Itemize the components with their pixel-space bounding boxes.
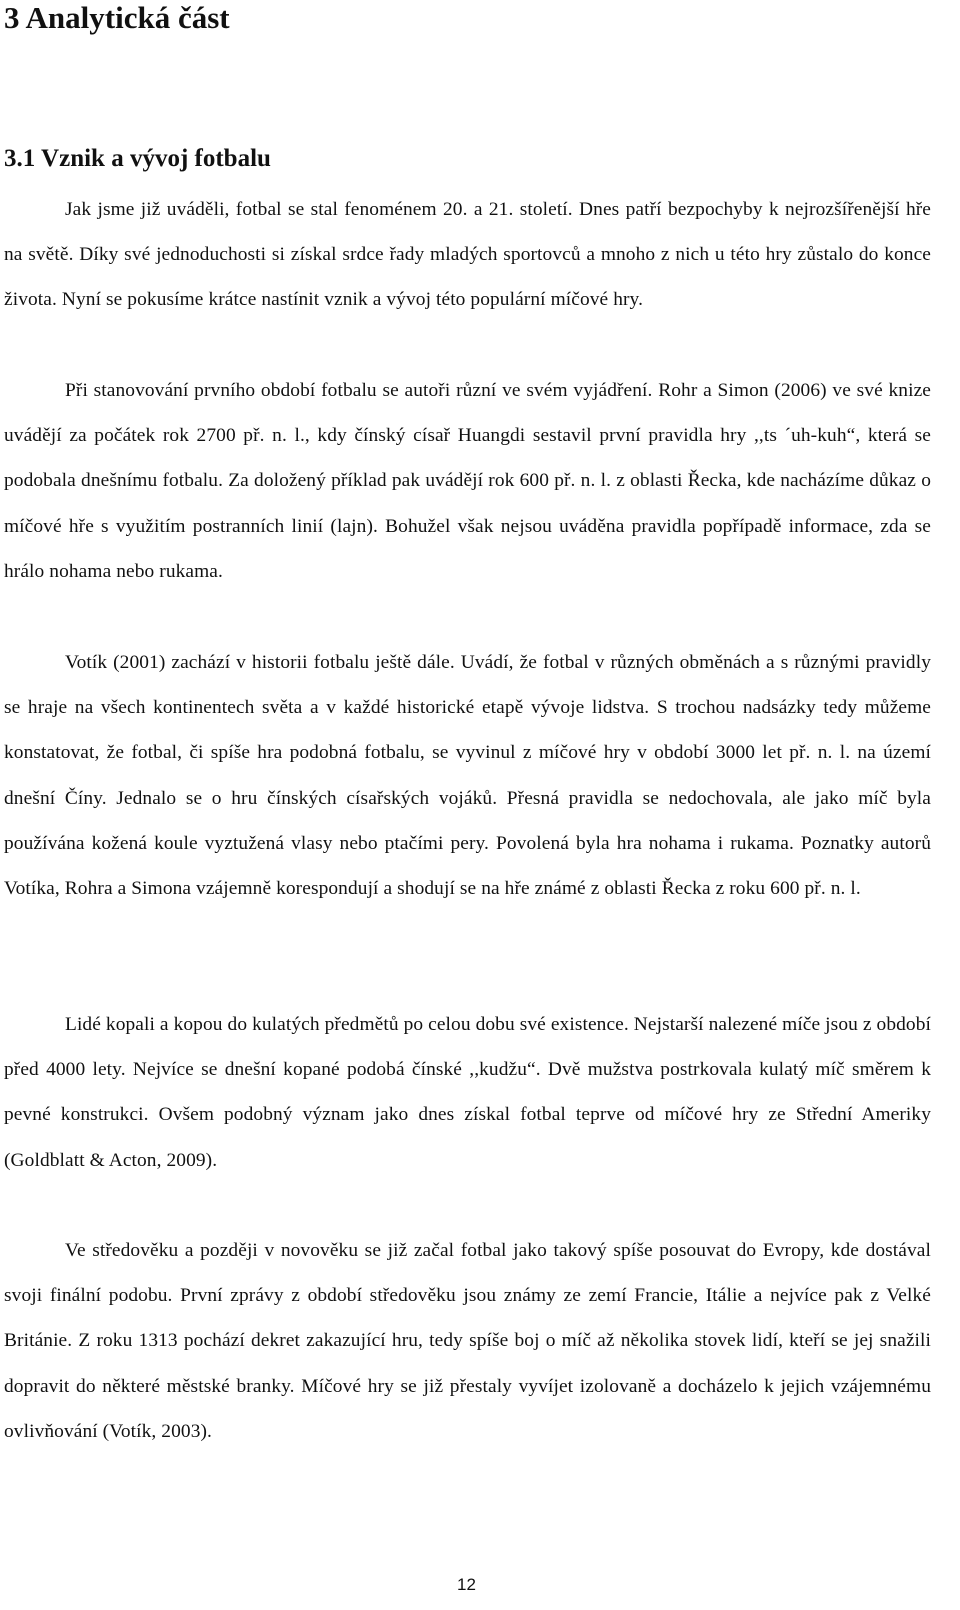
body-paragraph: Votík (2001) zachází v historii fotbalu ještě dále. Uvádí, že fotbal v různých obměnách a s různými pravidly se hraje na všech kontinentech světa a v každé historické etapě vývoje lidstva. S trochou nadsázky tedy můžeme konstatovat, že fotbal, či spíše hra podobná fotbalu, se vyvinul z míčové hry v období 3000 let př. n. l. na území dnešní Číny. Jednalo se o hru čínských císařských vojáků. Přesná pravidla se nedochovala, ale jako míč byla používána kožená koule vyztužená vlasy nebo ptačími pery. Povolená byla hra nohama i rukama. Poznatky autorů Votíka, Rohra a Simona vzájemně korespondují a shodují se na hře známé z oblasti Řecka z roku 600 př. n. l.: [4, 652, 931, 900]
page-number: 12: [457, 1575, 476, 1594]
body-paragraph: Jak jsme již uváděli, fotbal se stal fenoménem 20. a 21. století. Dnes patří bezpochyby k nejrozšířenější hře na světě. Díky své jednoduchosti si získal srdce řady mladých sportovců a mnoho z nich u této hry zůstalo do konce života. Nyní se pokusíme krátce nastínit vznik a vývoj této populární míčové hry.: [4, 199, 931, 311]
chapter-heading: 3 Analytická část: [4, 0, 230, 35]
body-paragraph: Ve středověku a později v novověku se již začal fotbal jako takový spíše posouvat do Evropy, kde dostával svoji finální podobu. První zprávy z období středověku jsou známy ze zemí Francie, Itálie a nejvíce pak z Velké Británie. Z roku 1313 pochází dekret zakazující hru, tedy spíše boj o míč až několika stovek lidí, kteří se jej snažili dopravit do některé městské branky. Míčové hry se již přestaly vyvíjet izolovaně a docházelo k jejich vzájemnému ovlivňování (Votík, 2003).: [4, 1240, 931, 1442]
body-paragraph: Lidé kopali a kopou do kulatých předmětů po celou dobu své existence. Nejstarší nalezené míče jsou z období před 4000 lety. Nejvíce se dnešní kopané podobá čínské ,,kudžu“. Dvě mužstva postrkovala kulatý míč směrem k pevné konstrukci. Ovšem podobný význam jako dnes získal fotbal teprve od míčové hry ze Střední Ameriky (Goldblatt & Acton, 2009).: [4, 1014, 931, 1171]
body-paragraph: Při stanovování prvního období fotbalu se autoři různí ve svém vyjádření. Rohr a Simon (2006) ve své knize uvádějí za počátek rok 2700 př. n. l., kdy čínský císař Huangdi sestavil první pravidla hry ,,ts ´uh-kuh“, která se podobala dnešnímu fotbalu. Za doložený příklad pak uvádějí rok 600 př. n. l. z oblasti Řecka, kde nacházíme důkaz o míčové hře s využitím postranních linií (lajn). Bohužel však nejsou uváděna pravidla popřípadě informace, zda se hrálo nohama nebo rukama.: [4, 380, 931, 582]
section-heading: 3.1 Vznik a vývoj fotbalu: [4, 145, 271, 172]
